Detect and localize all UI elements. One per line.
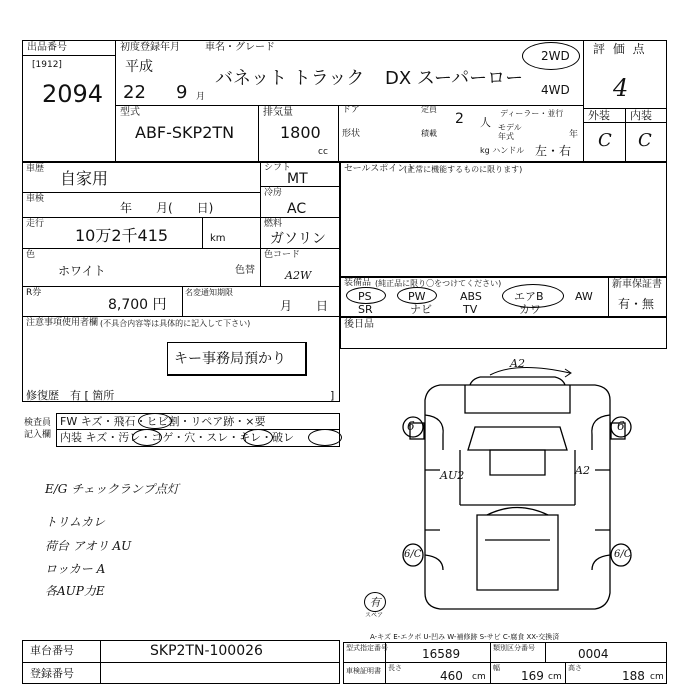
divider	[545, 642, 546, 662]
grade: DX スーパーロー	[385, 68, 524, 89]
shift-label: シフト	[264, 163, 292, 173]
type-spec-value: 16589	[422, 647, 461, 661]
equip-sr: SR	[358, 303, 373, 316]
cargo-label: 積載	[421, 129, 437, 138]
displacement-label: 排気量	[263, 107, 293, 118]
shape-label: 形状	[342, 129, 361, 139]
selection-circle	[308, 429, 342, 446]
category-label: 車歴	[26, 164, 45, 174]
car-name: バネット トラック	[215, 68, 365, 89]
inspector-row2: 内装 キズ・汚レ・コゲ・穴・スレ・キレ・破レ	[60, 431, 295, 444]
divider	[22, 286, 340, 287]
title-change-value: 月 日	[280, 299, 329, 313]
ext-label: 外装	[588, 109, 610, 122]
rating-value: 4	[613, 74, 629, 102]
divider	[22, 316, 340, 317]
lot-code: [1912]	[32, 60, 62, 70]
ext-value: C	[598, 130, 612, 151]
displacement-value: 1800	[280, 123, 321, 142]
sales-sub: (正常に機能するものに限ります)	[404, 165, 523, 174]
cert-label: 車検証明書	[346, 667, 381, 675]
selection-circle	[243, 429, 273, 446]
handwritten-note: ロッカー A	[45, 562, 106, 576]
damage-mark: 6/C	[614, 549, 632, 560]
selection-circle	[138, 413, 172, 429]
divider	[258, 105, 259, 162]
chassis-label: 車台番号	[30, 644, 74, 657]
model-year-label2: 年式	[498, 132, 514, 141]
equip-ps: PS	[358, 290, 372, 303]
repair-close: ]	[330, 389, 335, 402]
recycle-value: 8,700 円	[108, 297, 167, 313]
inspection-label: 車検	[26, 194, 45, 204]
reg-year: 22	[123, 82, 146, 103]
damage-mark: AU2	[440, 469, 465, 482]
spare-label: スペア	[365, 612, 384, 619]
width-label: 幅	[493, 664, 500, 672]
selection-circle	[346, 287, 386, 304]
name-grade-label: 車名・グレード	[205, 42, 275, 53]
divider	[22, 192, 260, 193]
retrofit-label: 後日品	[344, 319, 374, 330]
divider	[182, 286, 183, 316]
divider	[260, 162, 261, 286]
category-value: 自家用	[60, 169, 109, 188]
notes-sub: (不具合内容等は具体的に記入して下さい)	[100, 319, 251, 328]
length-value: 460	[440, 669, 463, 683]
sales-box	[340, 162, 667, 277]
divider	[56, 429, 340, 430]
color-value: ホワイト	[58, 264, 106, 278]
legend: A-キズ E-エクボ U-凹み W-補修跡 S-サビ C-腐食 XX-交換済	[370, 633, 560, 641]
damage-mark: A2	[575, 464, 590, 477]
equip-pw: PW	[408, 290, 426, 303]
divider	[608, 277, 609, 317]
divider	[625, 108, 626, 162]
divider	[338, 105, 339, 162]
divider	[22, 55, 115, 56]
inspector-row1: FW キズ・飛石・ヒビ割・リペア跡・×要	[60, 415, 266, 428]
repair-label: 修復歴	[26, 389, 59, 402]
notes-label: 注意事項使用者欄	[26, 318, 99, 328]
height-value: 188	[622, 669, 645, 683]
divider	[100, 640, 101, 684]
cc-unit: cc	[318, 147, 328, 157]
inspection-value: 年 月( 日)	[120, 201, 214, 215]
selection-circle	[397, 287, 437, 304]
divider	[22, 248, 340, 249]
handwritten-note: 各AUP力E	[45, 584, 105, 598]
kg-handle-label: kg ハンドル	[480, 146, 525, 155]
fuel-value: ガソリン	[270, 231, 326, 247]
height-unit: cm	[650, 672, 664, 682]
equip-aw: AW	[575, 290, 593, 303]
month-unit: 月	[196, 92, 206, 102]
km-unit: km	[210, 233, 226, 244]
divider	[343, 662, 667, 663]
mileage-label: 走行	[26, 219, 45, 229]
ac-label: 冷房	[264, 188, 283, 198]
model-label: 型式	[120, 107, 140, 118]
divider	[565, 662, 566, 684]
chassis-value: SKP2TN-100026	[150, 643, 263, 659]
reg-month: 9	[176, 82, 188, 103]
color-code-label: 色コード	[264, 250, 301, 260]
warranty-value: 有・無	[618, 297, 655, 311]
inspector-label1: 検査員	[24, 418, 52, 428]
selection-circle	[132, 429, 162, 446]
divider	[22, 217, 260, 218]
color-label: 色	[26, 250, 36, 260]
damage-mark: 6/C	[404, 549, 422, 560]
equip-tv: TV	[463, 303, 478, 316]
divider	[202, 217, 203, 248]
class-label: 類別区分番号	[493, 644, 535, 652]
equip-abs: ABS	[460, 290, 482, 303]
damage-mark: 6	[617, 419, 625, 433]
first-reg-label: 初度登録年月	[120, 42, 180, 53]
int-value: C	[638, 130, 652, 151]
equip-airbag: エアB	[514, 290, 544, 303]
warranty-label: 新車保証書	[612, 279, 662, 290]
selection-circle	[522, 42, 580, 70]
handle-value: 左・右	[535, 144, 572, 158]
handwritten-note: トリムカレ	[45, 515, 106, 529]
equip-kawa: カワ	[519, 303, 541, 316]
rating-label: 評 価 点	[593, 42, 647, 56]
reg-label: 登録番号	[30, 667, 74, 680]
sales-label: セールスポイント	[344, 164, 416, 174]
damage-mark: 6	[407, 419, 415, 433]
ac-value: AC	[287, 201, 307, 217]
lot-label: 出品番号	[27, 42, 67, 53]
spare-tire-marker	[364, 592, 386, 612]
spare-tire-value: 有	[369, 596, 381, 609]
handwritten-note: 荷台 アオリ AU	[45, 539, 132, 553]
width-value: 169	[521, 669, 544, 683]
era: 平成	[125, 59, 153, 75]
handwritten-note: E/G チェックランプ点灯	[45, 482, 179, 496]
inspector-label2: 記入欄	[24, 430, 52, 440]
dealer-label: ディーラー・並行	[500, 109, 564, 118]
notes-value: キー事務局預かり	[174, 351, 286, 367]
drive-4wd: 4WD	[541, 83, 570, 97]
car-damage-diagram	[395, 355, 640, 625]
retrofit-box	[340, 317, 667, 349]
type-spec-label: 型式指定番号	[346, 644, 388, 652]
width-unit: cm	[548, 672, 562, 682]
divider	[490, 642, 491, 684]
shift-value: MT	[287, 171, 308, 187]
doors-label: ドア	[342, 105, 360, 115]
model-year-label: モデル	[498, 123, 522, 132]
fuel-label: 燃料	[264, 219, 283, 229]
mileage-value: 10万2千415	[75, 226, 169, 245]
repair-value: 有 [ 箇所	[70, 389, 115, 402]
damage-mark: A2	[510, 357, 525, 370]
divider	[22, 662, 340, 663]
equipment-sub: (純正品に限り〇をつけてください)	[375, 279, 502, 288]
color-change-label: 色替	[235, 265, 255, 276]
model-value: ABF-SKP2TN	[135, 123, 235, 142]
title-change-label: 名変通知期限	[185, 288, 233, 297]
height-label: 高さ	[568, 664, 582, 672]
class-value: 0004	[578, 647, 609, 661]
capacity-unit: 人	[480, 116, 491, 129]
drive-2wd: 2WD	[541, 49, 570, 63]
divider	[260, 217, 340, 218]
recycle-label: R券	[26, 288, 42, 298]
color-code-value: A2W	[285, 269, 312, 282]
divider	[583, 40, 584, 162]
capacity-value: 2	[455, 111, 464, 127]
divider	[115, 40, 116, 162]
length-label: 長さ	[388, 664, 402, 672]
int-label: 内装	[630, 109, 652, 122]
length-unit: cm	[472, 672, 486, 682]
capacity-label: 定員	[421, 105, 437, 114]
equipment-label: 装備品	[344, 278, 372, 288]
equip-navi: ナビ	[410, 303, 432, 316]
lot-number: 2094	[42, 80, 104, 108]
year-unit: 年	[569, 130, 579, 140]
